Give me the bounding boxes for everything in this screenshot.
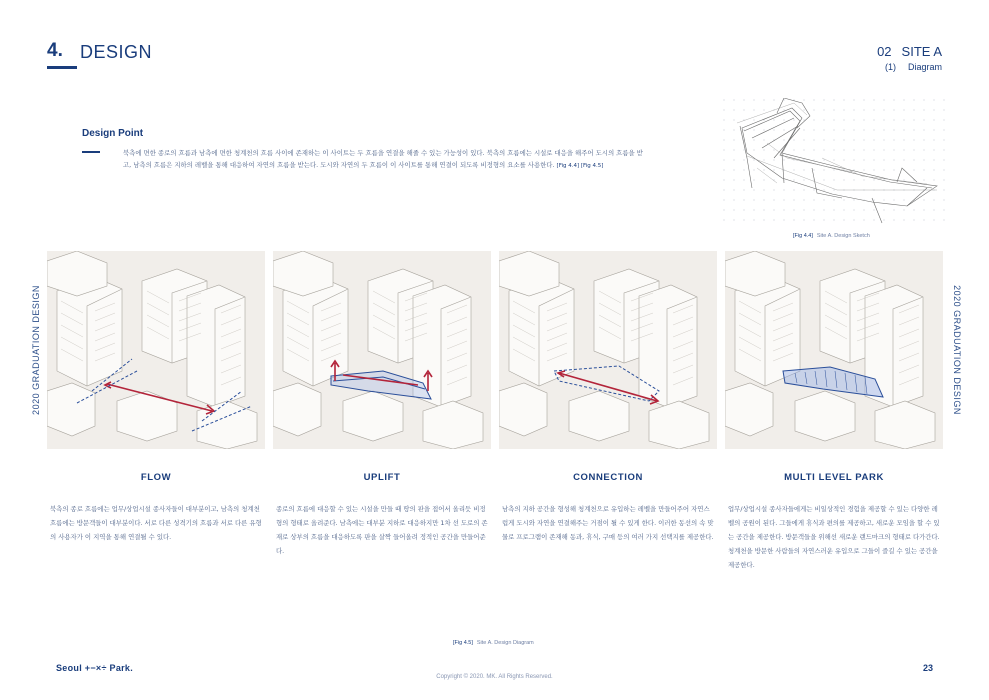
design-sketch-image xyxy=(722,98,947,228)
panel-multi-level-park-text: 업무/상업시설 종사자들에게는 비일상적인 경험을 제공할 수 있는 다양한 레벨의 공원이 된다. 그들에게 휴식과 편의를 제공하고, 새로운 모임을 할 수 있는 공간을 제공한다. 방문객들을 위해선 새로운 랜드마크의 형태로 다가간다. 청계천을 방문한 사람들의 자연스러운 유입으로 그들이 즐길 수 있는 공간을 제공한다. xyxy=(728,505,940,569)
panel-connection-title: CONNECTION xyxy=(573,472,643,483)
design-point-rule xyxy=(82,151,100,153)
panel-flow-title: FLOW xyxy=(140,472,172,483)
site-sub-name: Diagram xyxy=(907,62,942,72)
panel-uplift-text: 종로의 흐름에 대응할 수 있는 시설을 만들 때 땅의 판을 접어서 올리듯 비정형의 형태로 올려준다. 남측에는 대부분 지하로 대응하지만 1차 선 도로의 존재로 상부의 흐름을 대응하도록 판을 살짝 들어올려 정적인 공간을 만들어준다. xyxy=(276,505,488,555)
section-number: 4. xyxy=(47,40,63,61)
design-point-body xyxy=(123,147,651,172)
site-sub-number: (1) xyxy=(884,62,896,72)
panel-flow-text: 북측의 종로 흐름에는 업무/상업시설 종사자들이 대부분이고, 남측의 청계천 흐름에는 방문객들이 대부분이다. 서로 다른 성격기의 흐름과 서로 다른 유형의 사용자가 이 지역을 통해 연결될 수 있다. xyxy=(50,505,262,541)
diagram-caption xyxy=(453,640,534,646)
panel-flow-image xyxy=(47,251,265,449)
page-number: 23 xyxy=(922,663,933,673)
site-number: 02 xyxy=(877,44,892,59)
design-point-title: Design Point xyxy=(82,128,144,139)
design-point-refs: [Fig 4.4] [Fig 4.5] xyxy=(556,163,604,169)
sketch-caption-label: [Fig 4.4] xyxy=(793,233,813,239)
footer-logo: Seoul +−×÷ Park. xyxy=(56,663,134,673)
site-label xyxy=(877,44,942,72)
side-label-left: 2020 GRADUATION DESIGN xyxy=(31,285,41,415)
site-name: SITE A xyxy=(901,44,942,59)
panel-connection-text: 남측의 지하 공간을 형성해 청계천으로 유입하는 레벨을 만들어주어 자연스럽게 도시와 자연을 연결해주는 거점이 될 수 있게 한다. 이러한 동선의 속 맞물로 프로그램이 존재해 동과, 휴식, 구매 등의 여러 가지 선택지를 제공한다. xyxy=(502,505,714,541)
heading-underline xyxy=(47,66,77,69)
design-point-text: 북측에 면한 종로의 흐름과 남측에 면한 청계천의 흐름 사이에 존재하는 이 사이트는 두 흐름을 연결을 해줄 수 있는 가능성이 있다. 북측의 흐름에는 시설로 대응을 해주어 도시의 흐름을 받고, 남측의 흐름은 지하의 레벨을 통해 대응하여 자연의 흐름을 받는다. 도시와 자연의 두 흐름이 이 사이트를 통해 연결이 되도록 비정형의 요소를 사용한다. xyxy=(123,149,643,169)
copyright: Copyright © 2020. MK. All Rights Reserved. xyxy=(436,674,553,680)
sketch-caption xyxy=(793,233,870,239)
panel-connection-image xyxy=(499,251,717,449)
panel-uplift-title: UPLIFT xyxy=(363,472,401,483)
diagram-caption-text: Site A. Design Diagram xyxy=(476,640,534,646)
panel-multi-level-park-title: MULTI LEVEL PARK xyxy=(784,472,884,483)
panel-uplift-image xyxy=(273,251,491,449)
sketch-caption-text: Site A. Design Sketch xyxy=(816,233,870,239)
diagram-caption-label: [Fig 4.5] xyxy=(453,640,473,646)
section-title: DESIGN xyxy=(80,42,153,62)
side-label-right: 2020 GRADUATION DESIGN xyxy=(952,285,962,415)
panel-multi-level-park-image xyxy=(725,251,943,449)
